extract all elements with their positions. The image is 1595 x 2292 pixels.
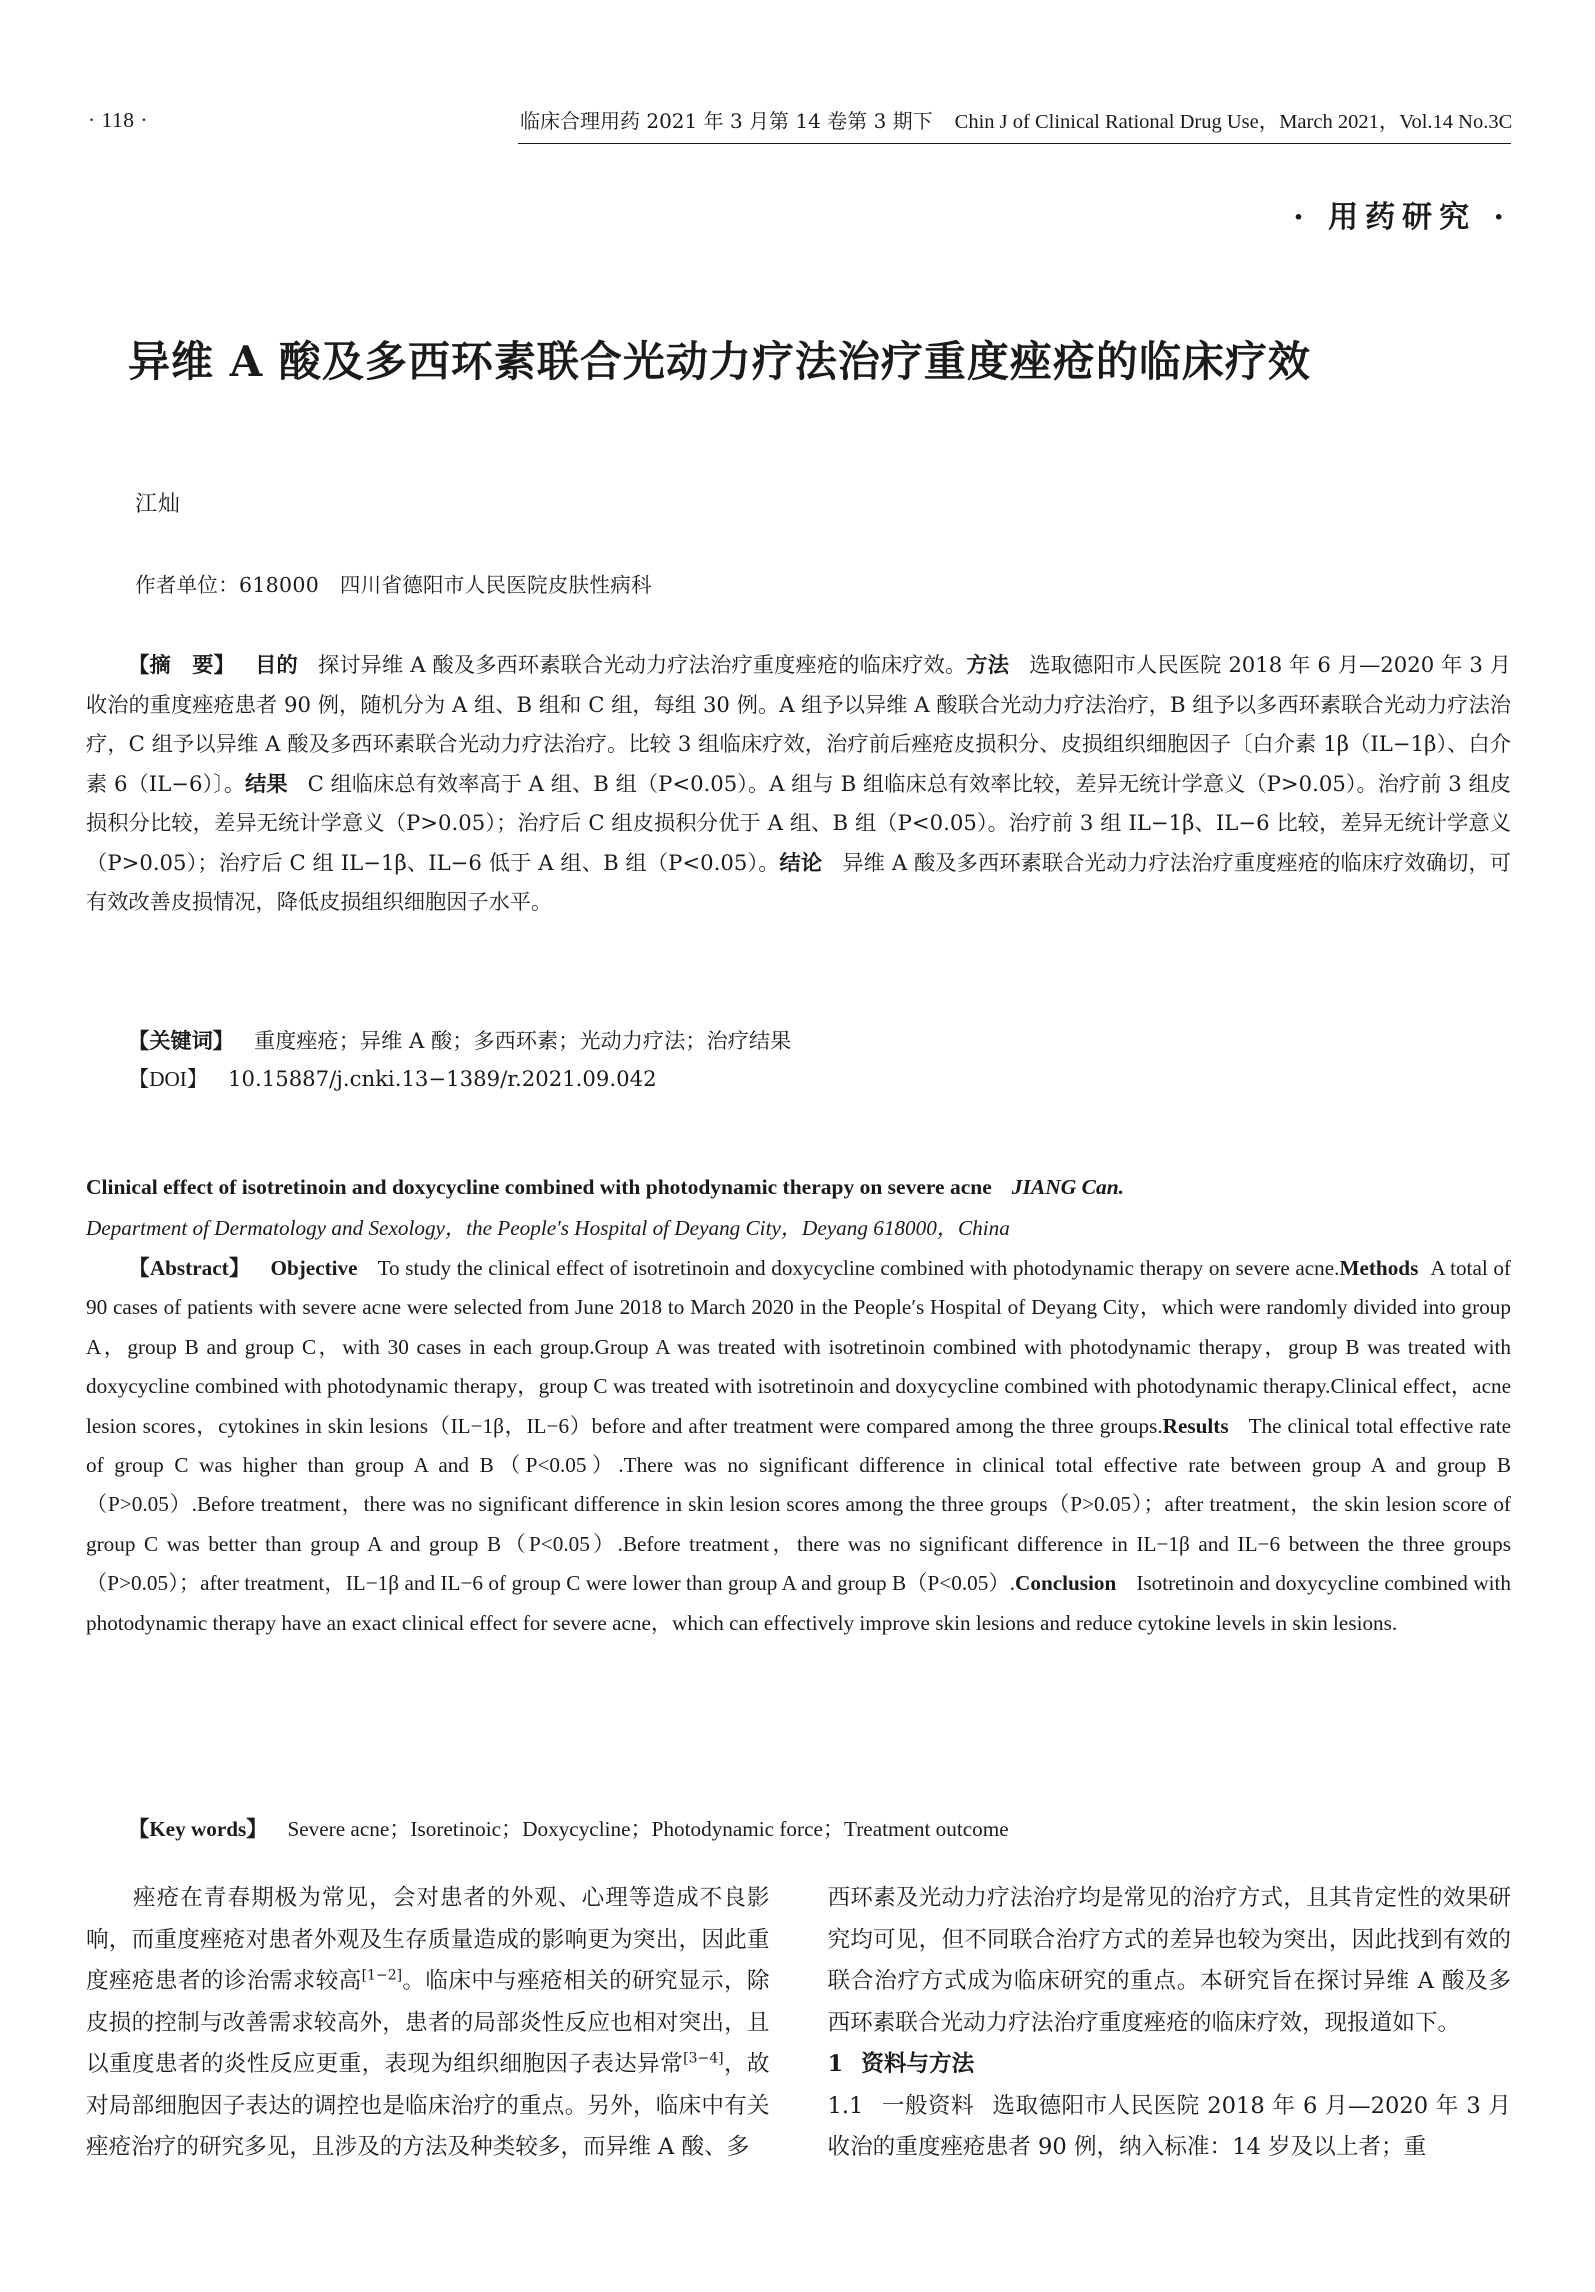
- en-objective-text: To study the clinical effect of isotretinoin and doxycycline combined with photodynamic therapy on severe acne.: [377, 1256, 1340, 1280]
- chinese-abstract: [86, 645, 1511, 922]
- chinese-keywords-block: [86, 1022, 1511, 1098]
- running-head: [0, 104, 1595, 146]
- intro-paragraph-left: [86, 1878, 770, 2169]
- cn-methods-text: 选取德阳市人民医院 2018 年 6 月—2020 年 3 月收治的重度痤疮患者 90 例，随机分为 A 组、B 组和 C 组，每组 30 例。A 组予以异维 A 酸联合光动力疗法治疗，B 组予以多西环素联合光动力疗法治疗，C 组予以异维 A 酸及多西环素联合光动力疗法治疗。比较 3 组临床疗效，治疗前后痤疮皮损积分、皮损组织细胞因子〔白介素 1β（IL−1β）、白介素 6（IL−6）〕。: [86, 652, 1511, 796]
- cn-methods-label: 方法: [966, 652, 1010, 677]
- reference-marker-1: [1−2]: [361, 1967, 403, 1984]
- page-title: 异维 A 酸及多西环素联合光动力疗法治疗重度痤疮的临床疗效: [128, 337, 1311, 387]
- en-conclusion-text: Isotretinoin and doxycycline combined with photodynamic therapy have an exact clinical effect for severe acne，which can effectively improve skin lesions and reduce cytokine levels in skin lesions.: [86, 1571, 1511, 1635]
- cn-abstract-label: 【摘 要】: [128, 652, 235, 677]
- intro-text-a: 痤疮在青春期极为常见，会对患者的外观、心理等造成不良影响，而重度痤疮对患者外观及生存质量造成的影响更为突出，因此重度痤疮患者的诊治需求较高: [86, 1885, 770, 1994]
- column-head: · 用药研究 ·: [1293, 200, 1511, 235]
- doi-row: [86, 1060, 1511, 1098]
- cn-conclusion-text: 异维 A 酸及多西环素联合光动力疗法治疗重度痤疮的临床疗效确切，可有效改善皮损情况，降低皮损组织细胞因子水平。: [86, 849, 1511, 914]
- cn-objective-text: 探讨异维 A 酸及多西环素联合光动力疗法治疗重度痤疮的临床疗效。: [317, 652, 967, 677]
- en-conclusion-label: Conclusion: [1015, 1571, 1117, 1596]
- running-head-text: [520, 104, 1511, 134]
- english-title: Clinical effect of isotretinoin and doxycycline combined with photodynamic therapy on severe acne: [86, 1175, 992, 1199]
- intro-text-b: 。临床中与痤疮相关的研究显示，除皮损的控制与改善需求较高外，患者的局部炎性反应也相对突出，且以重度患者的炎性反应更重，表现为组织细胞因子表达异常: [86, 1968, 770, 2077]
- subsection-1-1: [828, 2086, 1512, 2169]
- running-head-cn: 临床合理用药 2021 年 3 月第 14 卷第 3 期下: [520, 109, 933, 133]
- en-abstract-label: 【Abstract】: [128, 1256, 251, 1280]
- english-authors: JIANG Can.: [1011, 1175, 1125, 1199]
- english-abstract: [86, 1249, 1511, 1643]
- author-affiliation: 作者单位：618000 四川省德阳市人民医院皮肤性病科: [135, 573, 652, 597]
- page-folio: · 118 ·: [88, 108, 149, 132]
- cn-keywords-text: 重度痤疮；异维 A 酸；多西环素；光动力疗法；治疗结果: [253, 1028, 792, 1053]
- intro-text-c: ，故对局部细胞因子表达的调控也是临床治疗的重点。另外，临床中有关痤疮治疗的研究多见，且涉及的方法及种类较多，而异维 A 酸、多: [86, 2051, 770, 2160]
- doi-label: 【DOI】: [128, 1067, 209, 1091]
- section-title-1: 资料与方法: [861, 2051, 975, 2077]
- en-methods-text: A total of 90 cases of patients with severe acne were selected from June 2018 to March 2020 in the People′s Hospital of Deyang City，which were randomly divided into group A，group B and group C，with 30 cases in each group.Group A was treated with isotretinoin combined with photodynamic therapy，group B was treated with doxycycline combined with photodynamic therapy，group C was treated with isotretinoin and doxycycline combined with photodynamic therapy.Clinical effect，acne lesion scores，cytokines in skin lesions（IL−1β，IL−6）before and after treatment were compared among the three groups.: [86, 1256, 1511, 1438]
- intro-paragraph-right: 西环素及光动力疗法治疗均是常见的治疗方式，且其肯定性的效果研究均可见，但不同联合治疗方式的差异也较为突出，因此找到有效的联合治疗方式成为临床研究的重点。本研究旨在探讨异维 A 酸及多西环素联合光动力疗法治疗重度痤疮的临床疗效，现报道如下。: [827, 1885, 1511, 2036]
- cn-results-label: 结果: [245, 770, 288, 796]
- doi-text: 10.15887/j.cnki.13−1389/r.2021.09.042: [228, 1066, 657, 1091]
- english-title-line: [86, 1168, 1511, 1207]
- cn-objective-label: 目的: [254, 652, 298, 677]
- body-column-left: [86, 1878, 770, 2292]
- reference-marker-2: [3−4]: [683, 2050, 724, 2067]
- en-results-label: Results: [1162, 1413, 1229, 1438]
- en-methods-label: Methods: [1339, 1256, 1419, 1280]
- author-name: 江灿: [135, 492, 182, 517]
- en-objective-label: Objective: [270, 1256, 358, 1280]
- english-keywords-row: [86, 1810, 1511, 1849]
- en-keywords-text: Severe acne；Isoretinoic；Doxycycline；Photodynamic force；Treatment outcome: [287, 1817, 1009, 1841]
- chinese-keywords-row: [86, 1022, 1511, 1060]
- en-results-text: The clinical total effective rate of group C was higher than group A and B（P<0.05）.There was no significant difference in clinical total effective rate between group A and group B（P>0.05）.Before treatment，there was no significant difference in skin lesion scores among the three groups（P>0.05）；after treatment，the skin lesion score of group C was better than group A and group B（P<0.05）.Before treatment，there was no significant difference in IL−1β and IL−6 between the three groups（P>0.05）；after treatment，IL−1β and IL−6 of group C were lower than group A and group B（P<0.05）.: [86, 1413, 1511, 1596]
- subsection-title-1-1: 一般资料: [881, 2092, 974, 2119]
- subsection-text-1-1: 选取德阳市人民医院 2018 年 6 月—2020 年 3 月收治的重度痤疮患者 90 例，纳入标准：14 岁及以上者；重: [827, 2092, 1511, 2160]
- cn-conclusion-label: 结论: [779, 849, 823, 875]
- body-columns: [86, 1878, 1511, 2292]
- cn-results-text: C 组临床总有效率高于 A 组、B 组（P<0.05）。A 组与 B 组临床总有效率比较，差异无统计学意义（P>0.05）。治疗前 3 组皮损积分比较，差异无统计学意义（P>0.05）；治疗后 C 组皮损积分优于 A 组、B 组（P<0.05）。治疗前 3 组 IL−1β、IL−6 比较，差异无统计学意义（P>0.05）；治疗后 C 组 IL−1β、IL−6 低于 A 组、B 组（P<0.05）。: [86, 770, 1512, 875]
- body-column-right: [828, 1878, 1512, 2292]
- section-number-1: 1: [827, 2051, 844, 2077]
- running-head-en: Chin J of Clinical Rational Drug Use，March 2021，Vol.14 No.3C: [954, 111, 1513, 133]
- cn-keywords-label: 【关键词】: [128, 1028, 234, 1053]
- english-affiliation: Department of Dermatology and Sexology，the People′s Hospital of Deyang City，Deyang 618000，China: [86, 1216, 1010, 1240]
- running-head-rule: [518, 143, 1511, 144]
- en-keywords-label: 【Key words】: [128, 1817, 268, 1841]
- section-heading-1: [828, 2044, 1512, 2086]
- subsection-number-1-1: 1.1: [827, 2092, 864, 2119]
